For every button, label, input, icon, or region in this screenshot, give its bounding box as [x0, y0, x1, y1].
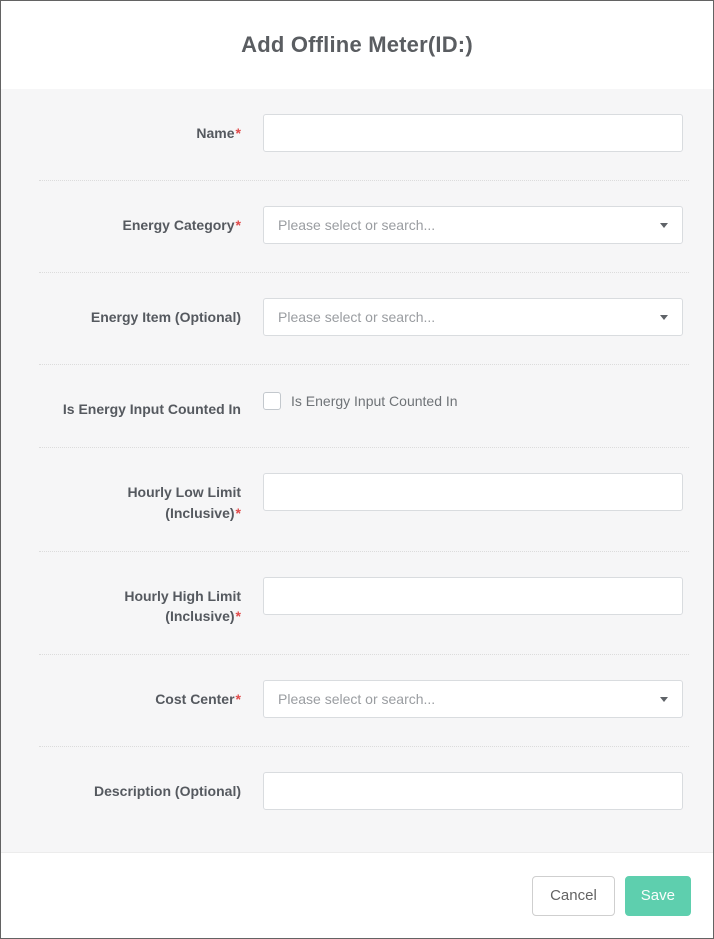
- name-input[interactable]: [263, 114, 683, 152]
- is-energy-input-counted-in-checkbox[interactable]: [263, 392, 281, 410]
- cost-center-field: [263, 680, 683, 718]
- chevron-down-icon: [660, 697, 668, 702]
- modal-header: [1, 1, 713, 89]
- is-energy-input-counted-in-field: [263, 390, 683, 410]
- cancel-button[interactable]: Cancel: [532, 876, 615, 916]
- required-asterisk: *: [235, 504, 241, 521]
- hourly-low-limit-field: [263, 473, 683, 511]
- hourly-high-limit-input[interactable]: [263, 577, 683, 615]
- hourly-low-limit-label: [61, 482, 241, 523]
- name-label: [61, 123, 241, 143]
- hourly-high-limit-label: [61, 586, 241, 627]
- select-placeholder: Please select or search...: [278, 691, 436, 708]
- form-row-name: [1, 89, 713, 180]
- description-label: [61, 781, 241, 801]
- energy-item-field: [263, 298, 683, 336]
- form-row-hourly-low-limit: [1, 448, 713, 551]
- checkbox-label: Is Energy Input Counted In: [291, 393, 458, 409]
- required-asterisk: *: [235, 217, 241, 233]
- modal-footer: [1, 852, 713, 938]
- hourly-low-limit-label-text: Hourly Low Limit (Inclusive): [127, 484, 241, 521]
- chevron-down-icon: [660, 223, 668, 228]
- name-field: [263, 114, 683, 152]
- required-asterisk: *: [235, 691, 241, 708]
- is-energy-input-counted-in-label-text: Is Energy Input Counted In: [62, 401, 241, 417]
- energy-category-label: [61, 215, 241, 235]
- chevron-down-icon: [660, 315, 668, 320]
- save-button[interactable]: Save: [625, 876, 691, 916]
- is-energy-input-counted-in-label: [61, 399, 241, 419]
- modal-title: Add Offline Meter(ID:): [241, 32, 473, 57]
- form-row-description: [1, 747, 713, 850]
- energy-item-label-text: Energy Item (Optional): [90, 309, 241, 325]
- select-placeholder: Please select or search...: [278, 309, 436, 325]
- energy-category-label-text: Energy Category: [122, 217, 235, 233]
- name-label-text: Name: [196, 125, 235, 141]
- form-row-cost-center: [1, 655, 713, 746]
- select-placeholder: Please select or search...: [278, 217, 436, 233]
- form-row-energy-category: [1, 181, 713, 272]
- description-label-text: Description (Optional): [94, 783, 241, 800]
- modal-body: [1, 89, 713, 852]
- cost-center-select[interactable]: [263, 680, 683, 718]
- required-asterisk: *: [235, 608, 241, 625]
- energy-category-select[interactable]: [263, 206, 683, 244]
- energy-item-label: [61, 307, 241, 327]
- checkbox-wrap: [263, 392, 683, 410]
- hourly-high-limit-field: [263, 577, 683, 615]
- description-field: [263, 772, 683, 810]
- hourly-high-limit-label-text: Hourly High Limit (Inclusive): [124, 587, 241, 625]
- energy-item-select[interactable]: [263, 298, 683, 336]
- energy-category-field: [263, 206, 683, 244]
- hourly-low-limit-input[interactable]: [263, 473, 683, 511]
- cost-center-label: [61, 689, 241, 709]
- description-input[interactable]: [263, 772, 683, 810]
- cost-center-label-text: Cost Center: [155, 691, 235, 708]
- form-row-hourly-high-limit: [1, 552, 713, 655]
- form-row-energy-item: [1, 273, 713, 364]
- required-asterisk: *: [235, 125, 241, 141]
- form-row-is-energy-input-counted-in: [1, 365, 713, 447]
